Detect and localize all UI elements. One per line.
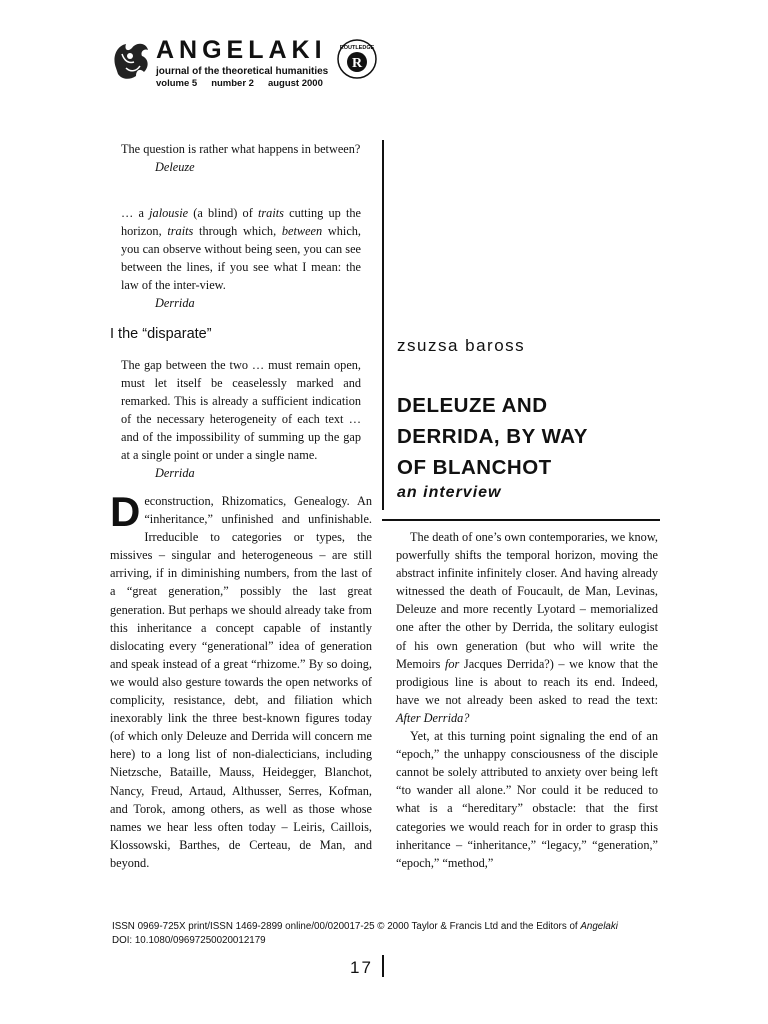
masthead — [110, 36, 380, 98]
article-subtitle: an interview — [397, 484, 502, 501]
volume: volume 5 — [156, 78, 198, 89]
epigraph-italic: traits — [257, 206, 284, 220]
article-title-line: DELEUZE AND — [397, 394, 548, 417]
journal-name-italic: Angelaki — [580, 921, 618, 932]
epigraph-text: The question is rather what happens in between? — [121, 142, 361, 156]
epigraph-attribution: Derrida — [155, 296, 195, 310]
section-heading: I the “disparate” — [110, 326, 212, 342]
epigraph-text: The gap between the two … must remain open, must let itself be ceaselessly marked and remarked. This is already a sufficient indication of the necessary heterogeneity of each text … and of the impossibility of summing up the gap at a single point or under a single name. — [121, 358, 361, 462]
epigraph-derrida-2 — [121, 356, 361, 482]
epigraph-text: … a — [121, 206, 150, 220]
title-rule — [382, 519, 660, 521]
issn-text: ISSN 0969-725X print/ISSN 1469-2899 online/00/020017-25 © 2000 Taylor & Francis Ltd and the Editors of — [112, 921, 581, 932]
body-text-left — [110, 488, 372, 872]
epigraph-text: which, you can observe without being seen, you can see between the lines, if you see what I mean: the law of the inter-view. — [121, 224, 361, 292]
epigraph-derrida-1 — [121, 204, 361, 312]
journal-volume-line — [156, 78, 337, 89]
epigraph-italic: between — [281, 224, 323, 238]
body-italic: After Derrida? — [396, 710, 470, 725]
epigraph-text: cutting up the horizon, — [121, 206, 361, 238]
article-title-line: OF BLANCHOT — [397, 456, 552, 479]
seal-letter: R — [351, 56, 363, 71]
page-number-rule — [382, 955, 384, 977]
column-divider — [382, 140, 384, 510]
body-paragraph: Yet, at this turning point signaling the end of an “epoch,” the unhappy consciousness of the disciple cannot be solely attributed to anxiety over being left “to wander all alone.” Nor could it be reduced to what is a “hereditary” obstacle: that the first categories we would reach for in order to grasp this inheritance – “inheritance,” “legacy,” “generation,” “epoch,” “method,” — [396, 729, 658, 870]
epigraph-attribution: Derrida — [155, 466, 195, 480]
epigraph-text: through which, — [193, 224, 282, 238]
epigraph-italic: traits — [167, 224, 194, 238]
body-text-right — [396, 528, 658, 872]
journal-title: ANGELAKI — [156, 36, 327, 64]
epigraph-attribution: Deleuze — [155, 160, 195, 174]
body-paragraph: econstruction, Rhizomatics, Genealogy. An “inheritance,” unfinished and unfinishable. Irreducible to categories or types, the missives – singular and heterogeneous – are still arriving, if in diminishing numbers, from the last of a “great generation,” possibly the last great generation. But perhaps we should already take from this inheritance a concept capable of instantly dislocating every “generational” idea of generation and speak instead of a great “rhizome.” By so doing, we would also gesture towards the open networks of complicity, resistance, debt, and filiation which inexorably link the three best-known figures today (of which only Deleuze and Derrida will concern me here) to a long list of non-dialecticians, including Nietzsche, Bataille, Mauss, Heidegger, Blanchot, Nancy, Freud, Artaud, Althusser, Serres, Kofman, and Torok, among others, as well as those whose names we hear less often today – Leiris, Caillois, Klossowski, Barthes, de Certeau, de Man, and beyond. — [110, 494, 372, 870]
article-title — [397, 390, 657, 483]
body-paragraph — [396, 528, 658, 727]
epigraph-italic: jalousie — [149, 206, 189, 220]
issue-date: august 2000 — [267, 78, 323, 89]
epigraph-text: (a blind) of — [188, 206, 258, 220]
issn-line — [112, 920, 672, 934]
issue-number: number 2 — [211, 78, 254, 89]
article-title-line: DERRIDA, BY WAY — [397, 425, 588, 448]
body-text: The death of one’s own contemporaries, we know, powerfully shifts the temporal horizon, moving the abstract infinite infinitely closer. And having already witnessed the death of Foucault, de Man, Levinas, Deleuze and more recently Lyotard – memorialized one after the other by Derrida, the solitary eulogist of his own generation (but who will write the Memoirs — [396, 530, 658, 671]
routledge-seal-icon — [336, 38, 378, 80]
drop-cap: D — [110, 488, 141, 535]
seal-text: ROUTLEDGE — [339, 45, 375, 51]
body-italic: for — [444, 656, 460, 671]
doi-line: DOI: 10.1080/09697250020012179 — [112, 935, 266, 946]
page-number: 17 — [350, 958, 373, 977]
epigraph-deleuze — [121, 140, 361, 176]
body-text: Jacques Derrida?) – we know that the prodigious line is about to reach its end. Indeed, have we not already been asked to read the text: — [396, 656, 658, 707]
author-name: zsuzsa baross — [397, 336, 526, 355]
journal-subtitle: journal of the theoretical humanities — [156, 66, 329, 77]
angel-logo-icon — [110, 38, 152, 84]
footer — [112, 920, 672, 948]
